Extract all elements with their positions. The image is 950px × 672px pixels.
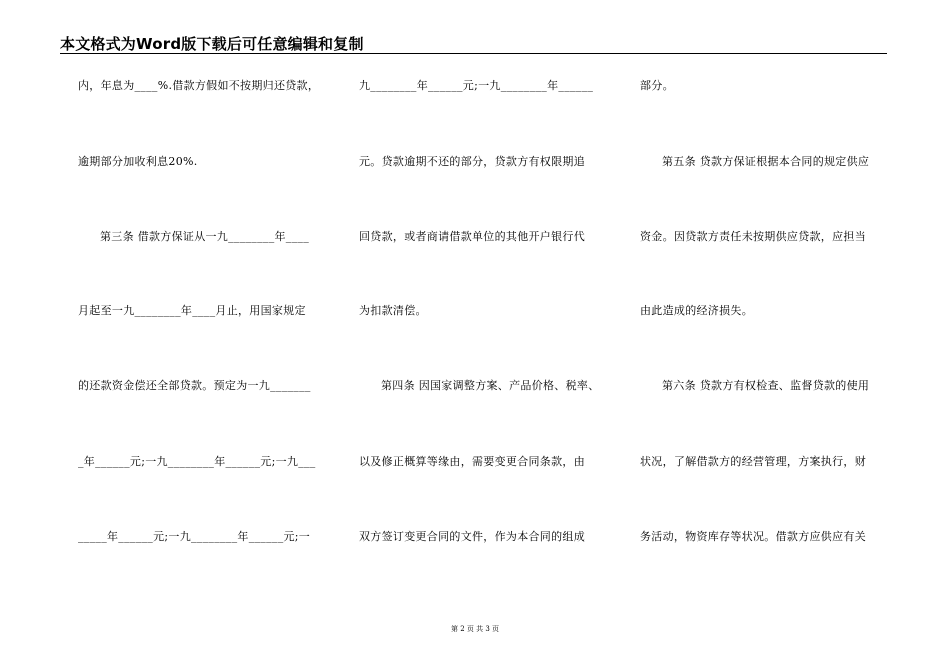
body-line: 内，年息为____%.借款方假如不按期归还贷款， <box>78 79 320 92</box>
text-column-3 <box>640 0 886 672</box>
body-line: 状况，了解借款方的经营管理，方案执行，财 <box>640 455 866 468</box>
body-line: 由此造成的经济损失。 <box>640 304 753 317</box>
text-column-2 <box>359 0 607 672</box>
body-line: 第三条 借款方保证从一九________年____ <box>100 230 309 243</box>
body-line: _____年______元;一九________年______元;一 <box>78 530 311 543</box>
body-line: _年______元;一九________年______元;一九___ <box>78 455 316 468</box>
body-line: 元。贷款逾期不还的部分，贷款方有权限期追 <box>359 155 585 168</box>
body-line: 第四条 因国家调整方案、产品价格、税率、 <box>381 379 600 392</box>
body-line: 月起至一九________年____月止，用国家规定 <box>78 304 306 317</box>
body-line: 的还款资金偿还全部贷款。预定为一九_______ <box>78 379 311 392</box>
body-line: 资金。因贷款方责任未按期供应贷款，应担当 <box>640 230 866 243</box>
body-line: 部分。 <box>640 79 674 92</box>
body-line: 第五条 贷款方保证根据本合同的规定供应 <box>662 155 870 168</box>
body-line: 务活动，物资库存等状况。借款方应供应有关 <box>640 530 866 543</box>
body-line: 九________年______元;一九________年______ <box>359 79 594 92</box>
body-line: 以及修正概算等缘由，需要变更合同条款，由 <box>359 455 585 468</box>
body-line: 第六条 贷款方有权检查、监督贷款的使用 <box>662 379 870 392</box>
text-column-1 <box>78 0 324 672</box>
header-title: 本文格式为Word版下载后可任意编辑和复制 <box>60 35 364 53</box>
body-line: 回贷款，或者商请借款单位的其他开户银行代 <box>359 230 585 243</box>
page-number: 第 2 页 共 3 页 <box>450 625 500 633</box>
body-line: 逾期部分加收利息20%. <box>78 155 198 168</box>
body-line: 双方签订变更合同的文件，作为本合同的组成 <box>359 530 585 543</box>
body-line: 为扣款清偿。 <box>359 304 427 317</box>
